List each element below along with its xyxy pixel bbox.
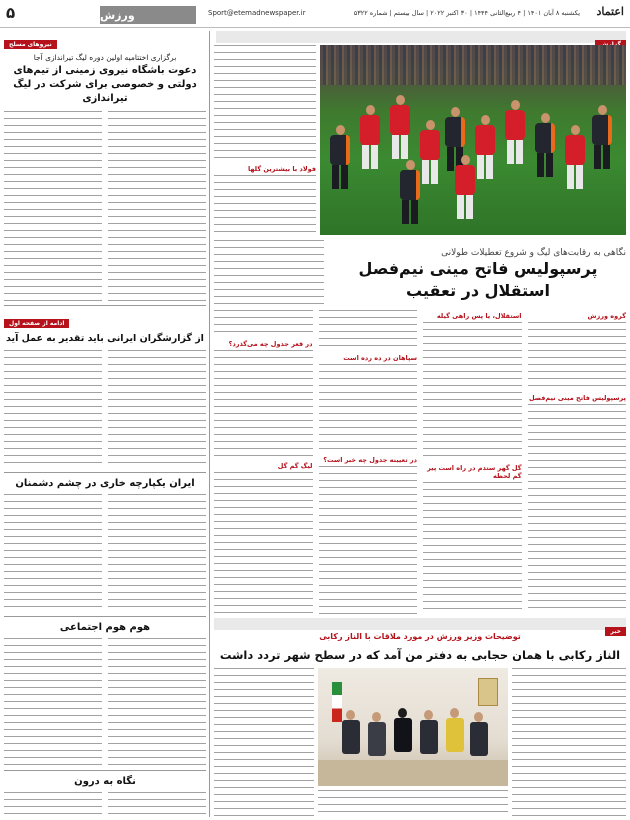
- bottom-story-under-photo: [318, 790, 508, 818]
- bottom-headline: الناز رکابی با همان حجابی به دفتر من آمد که در سطح شهر تردد داشت: [219, 648, 621, 662]
- newspaper-logo: اعتماد: [596, 5, 624, 18]
- section-tag: ادامه از صفحه اول: [4, 319, 69, 328]
- bottom-story-right-text: [512, 668, 626, 818]
- section-tag: نیروهای مسلح: [4, 40, 57, 49]
- bottom-story-left-text: [214, 668, 314, 818]
- divider: [4, 305, 206, 306]
- story-body: [4, 638, 206, 766]
- divider: [4, 770, 206, 771]
- main-kicker-wrap: [330, 240, 626, 256]
- story-subhead: لیگ گم گل: [277, 462, 313, 470]
- main-story-body: [214, 310, 626, 614]
- masthead: [0, 0, 630, 28]
- main-headline-wrap: [330, 258, 626, 304]
- story-headline: دعوت باشگاه نیروی زمینی از تیم‌های دولتی و خصوصی برای شرکت در لیگ تیراندازی: [13, 65, 197, 104]
- story-subhead: سپاهان در ده رده است: [343, 354, 417, 362]
- story-body: [4, 111, 206, 301]
- story-headline: نگاه به درون: [74, 776, 136, 787]
- story-kicker: برگزاری اختتامیه اولین دوره لیگ تیراندازی آجا: [33, 53, 177, 62]
- meeting-photo: [318, 668, 508, 786]
- main-kicker: نگاهی به رقابت‌های لیگ و شروع تعطیلات طولانی: [441, 248, 626, 258]
- story-headline: هوم هوم اجتماعی: [59, 622, 151, 633]
- bottom-kicker: توضیحات وزیر ورزش در مورد ملاقات با الناز رکابی: [319, 632, 521, 641]
- story-subhead: در تعیینه جدول چه خبر است؟: [323, 456, 417, 464]
- divider: [4, 472, 206, 473]
- story-subhead: استقلال، یا پس راهی گیله: [436, 312, 522, 320]
- story-column: [528, 310, 627, 614]
- football-match-photo: [320, 45, 626, 235]
- story-column: [214, 310, 313, 614]
- section-label: ورزش: [100, 6, 196, 24]
- main-headline-line2: استقلال در تعقیب: [406, 281, 550, 300]
- page-number: ۵: [6, 4, 16, 22]
- main-story-column-top: [214, 45, 316, 235]
- story-subhead: در قعر جدول چه می‌گذرد؟: [228, 340, 313, 348]
- story-subhead: پرسپولیس فاتح مینی نیم‌فصل: [528, 394, 626, 402]
- section-tag: خبر: [605, 627, 626, 636]
- story-body: [4, 494, 206, 612]
- left-column: [4, 31, 206, 817]
- main-tag-bar: [216, 31, 626, 43]
- main-headline-line1: پرسپولیس فاتح مینی نیم‌فصل: [358, 259, 598, 278]
- story-headline: ایران یکپارچه خاری در چشم دشمنان: [15, 478, 195, 489]
- story-subhead: گل گهر ستدم در راه است پیر گم لحظه: [427, 464, 522, 480]
- story-body: [4, 350, 206, 468]
- main-story-side-text: [214, 240, 324, 308]
- story-column: [423, 310, 522, 614]
- story-headline: از گزارشگران ایرانی باید تقدیر به عمل آید: [6, 333, 204, 344]
- story-subhead: فولاد با بیشترین گلها: [247, 165, 316, 173]
- story-column: [319, 310, 418, 614]
- section-email[interactable]: Sport@etemadnewspaper.ir: [208, 9, 306, 17]
- bottom-tag-bar: [214, 618, 626, 635]
- story-body: [4, 792, 206, 817]
- story-subhead: گروه ورزش: [587, 312, 626, 320]
- dateline: یکشنبه ۸ آبان ۱۴۰۱ | ۴ ربیع‌الثانی ۱۴۴۴ | ۳۰ اکتبر ۲۰۲۲ | سال بیستم | شماره ۵۳۲۲: [353, 9, 580, 17]
- divider: [4, 616, 206, 617]
- column-divider: [209, 31, 210, 817]
